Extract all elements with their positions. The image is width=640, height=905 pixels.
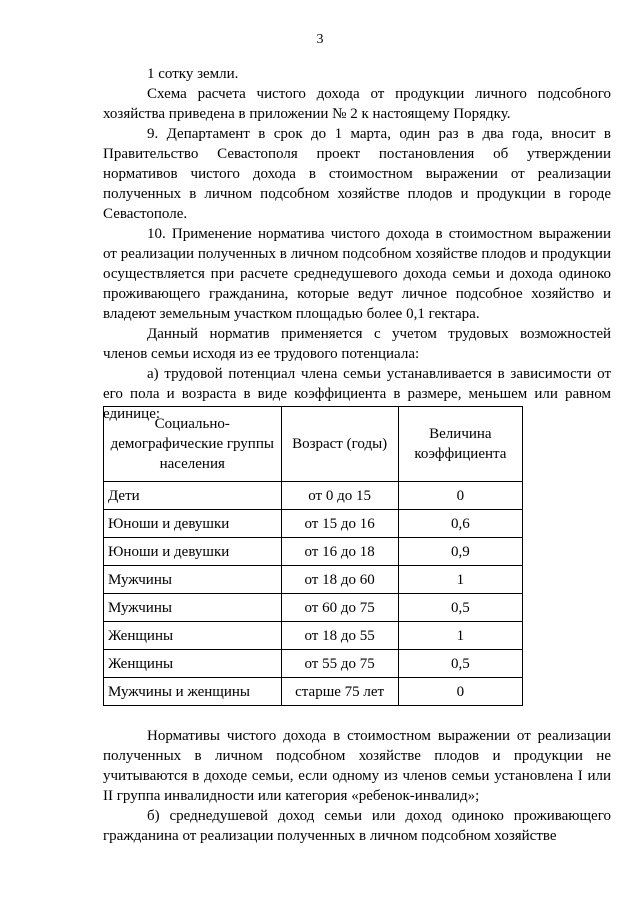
table-row bbox=[104, 650, 523, 678]
table-header-row bbox=[104, 407, 523, 482]
cell-coefficient: 0 bbox=[398, 482, 522, 510]
cell-group: Юноши и девушки bbox=[104, 510, 282, 538]
cell-group: Женщины bbox=[104, 650, 282, 678]
cell-coefficient: 0,5 bbox=[398, 650, 522, 678]
cell-group: Мужчины bbox=[104, 566, 282, 594]
text-top bbox=[103, 64, 611, 424]
cell-age: от 18 до 55 bbox=[281, 622, 398, 650]
cell-group: Мужчины и женщины bbox=[104, 678, 282, 706]
cell-coefficient: 0 bbox=[398, 678, 522, 706]
cell-age: от 0 до 15 bbox=[281, 482, 398, 510]
cell-age: от 55 до 75 bbox=[281, 650, 398, 678]
table-row bbox=[104, 622, 523, 650]
text-bottom bbox=[103, 726, 611, 846]
table-row bbox=[104, 482, 523, 510]
cell-age: от 16 до 18 bbox=[281, 538, 398, 566]
header-age: Возраст (годы) bbox=[281, 407, 398, 482]
header-coefficient: Величина коэффициента bbox=[398, 407, 522, 482]
cell-coefficient: 0,6 bbox=[398, 510, 522, 538]
cell-group: Юноши и девушки bbox=[104, 538, 282, 566]
paragraph: Схема расчета чистого дохода от продукции личного подсобного хозяйства приведена в приложении № 2 к настоящему Порядку. bbox=[103, 86, 611, 122]
paragraph: 9. Департамент в срок до 1 марта, один раз в два года, вносит в Правительство Севастополя проект постановления об утверждении нормативов чистого дохода в стоимостном выражении от реализации полученных в личном подсобном хозяйстве плодов и продукции в городе Севастополе. bbox=[103, 126, 611, 222]
header-group: Социально-демографические группы населения bbox=[104, 407, 282, 482]
table-row bbox=[104, 566, 523, 594]
page-number: 3 bbox=[316, 32, 324, 47]
cell-age: от 18 до 60 bbox=[281, 566, 398, 594]
cell-age: от 60 до 75 bbox=[281, 594, 398, 622]
paragraph: Данный норматив применяется с учетом трудовых возможностей членов семьи исходя из ее трудового потенциала: bbox=[103, 326, 611, 362]
cell-age: от 15 до 16 bbox=[281, 510, 398, 538]
paragraph: а) трудовой потенциал члена семьи устанавливается в зависимости от его пола и возраста в виде коэффициента в размере, меньшем или равном единице: bbox=[103, 366, 611, 422]
cell-group: Женщины bbox=[104, 622, 282, 650]
cell-coefficient: 1 bbox=[398, 566, 522, 594]
coefficient-table bbox=[103, 406, 523, 706]
paragraph: Нормативы чистого дохода в стоимостном выражении от реализации полученных в личном подсобном хозяйстве плодов и продукции не учитываются в доходе семьи, если одному из членов семьи установлена I или II группа инвалидности или категория «ребенок-инвалид»; bbox=[103, 728, 611, 804]
cell-group: Дети bbox=[104, 482, 282, 510]
cell-coefficient: 1 bbox=[398, 622, 522, 650]
cell-coefficient: 0,9 bbox=[398, 538, 522, 566]
table-row bbox=[104, 538, 523, 566]
cell-group: Мужчины bbox=[104, 594, 282, 622]
table-row bbox=[104, 510, 523, 538]
paragraph: 10. Применение норматива чистого дохода в стоимостном выражении от реализации полученных в личном подсобном хозяйстве плодов и продукции осуществляется при расчете среднедушевого дохода семьи и дохода одиноко проживающего гражданина, которые ведут личное подсобное хозяйство и владеют земельным участком площадью более 0,1 гектара. bbox=[103, 226, 611, 322]
table-row bbox=[104, 678, 523, 706]
paragraph: 1 сотку земли. bbox=[147, 66, 239, 82]
table-row bbox=[104, 594, 523, 622]
paragraph: б) среднедушевой доход семьи или доход одиноко проживающего гражданина от реализации полученных в личном подсобном хозяйстве bbox=[103, 808, 611, 844]
cell-coefficient: 0,5 bbox=[398, 594, 522, 622]
cell-age: старше 75 лет bbox=[281, 678, 398, 706]
